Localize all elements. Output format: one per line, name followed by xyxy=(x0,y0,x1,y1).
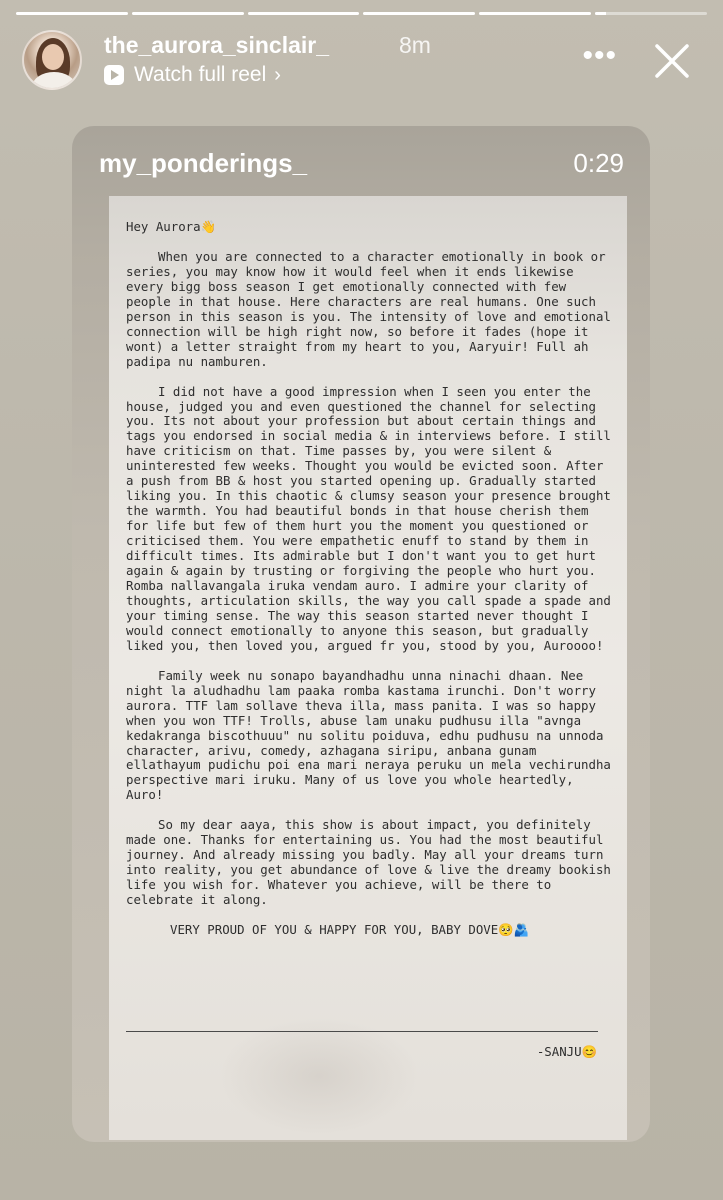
story-timestamp: 8m xyxy=(399,32,431,58)
chevron-right-icon: › xyxy=(274,63,281,86)
watch-full-reel-link[interactable] xyxy=(104,63,281,87)
letter-paragraph: I did not have a good impression when I seen you enter the house, judged you and even questioned the channel for selecting you. Its not about your profession but about certain things and tags you endorsed in social media & in interviews before. I still have criticism on that. Time passes by, you were silent & uninterested few weeks. Thought you would be evicted soon. After a push from BB & host you started opening up. Gradually started liking you. In this chaotic & clumsy season your presence brought the warmth. You had beautiful bonds in that house cherish them for life but few of them hurt you the moment you questioned or criticised them. You were empathetic enuff to stand by them in difficult times. Its admirable but I don't want you to get hurt again & again by trusting or forgiving the people who hurt you. Romba nallavangala iruka vendam auro. I admire your clarity of thoughts, articulation skills, the way you call spade a spade and your timing sense. The way this season started never thought I would connect emotionally to anyone this season, but gradually liked you, then loved you, argued fr you, stood by you, Auroooo! xyxy=(126,383,611,653)
background-blur xyxy=(219,1016,419,1136)
letter-closing: VERY PROUD OF YOU & HAPPY FOR YOU, BABY DOVE🥺🫂 xyxy=(170,922,530,938)
story-username[interactable]: the_aurora_sinclair_ xyxy=(104,32,330,58)
progress-segment xyxy=(479,12,591,15)
letter-paper xyxy=(109,196,627,1140)
video-duration: 0:29 xyxy=(573,148,624,178)
watch-full-reel-label: Watch full reel xyxy=(134,63,267,86)
story-header xyxy=(22,28,707,92)
letter-paragraph: So my dear aaya, this show is about impact, you definitely made one. Thanks for entertaining us. You had the most beautiful journey. And already missing you badly. May all your dreams turn into reality, you get abundance of love & live the dreamy bookish life you wish for. Whatever you achieve, will be there to celebrate it along. xyxy=(126,817,611,908)
letter-signature: -SANJU😊 xyxy=(536,1044,597,1059)
letter-greeting: Hey Aurora👋 xyxy=(126,219,217,234)
progress-segment xyxy=(248,12,360,15)
letter-body xyxy=(126,220,616,938)
progress-segment xyxy=(363,12,475,15)
shared-post-username[interactable]: my_ponderings_ xyxy=(99,148,308,178)
progress-segment-current xyxy=(595,12,707,15)
reel-icon xyxy=(104,65,124,85)
avatar[interactable] xyxy=(22,30,82,90)
more-icon[interactable]: ••• xyxy=(582,39,617,72)
signature-divider xyxy=(126,1031,598,1032)
progress-segment xyxy=(16,12,128,15)
progress-segment xyxy=(132,12,244,15)
letter-paragraph: Family week nu sonapo bayandhadhu unna ninachi dhaan. Nee night la aludhadhu lam paaka romba kastama irunchi. Don't worry aurora. TTF lam sollave theva illa, mass panita. I was so happy when you won TTF! Trolls, abuse lam unaku pudhusu illa "avnga kedakranga biscothuuu" nu solitu poiduva, edhu pudhusu na unnoda character, arivu, comedy, azhagana siripu, anbana gunam ellathayum pudichu poi ena mari neraya peruku un mela vechirundha perspective mari iruku. Many of us love you whole heartedly, Auro! xyxy=(126,667,611,803)
close-icon[interactable] xyxy=(651,40,693,82)
shared-post-card[interactable] xyxy=(72,126,650,1142)
story-progress xyxy=(16,12,707,15)
letter-paragraph: When you are connected to a character emotionally in book or series, you may know how it would feel when it ends likewise every bigg boss season I get emotionally connected with few people in that house. Here characters are real humans. One such person in this season is you. The intensity of love and emotional connection will be high right now, so before it fades (hope it wont) a letter straight from my heart to you, Aaryuir! Full ah padipa nu namburen. xyxy=(126,248,611,369)
